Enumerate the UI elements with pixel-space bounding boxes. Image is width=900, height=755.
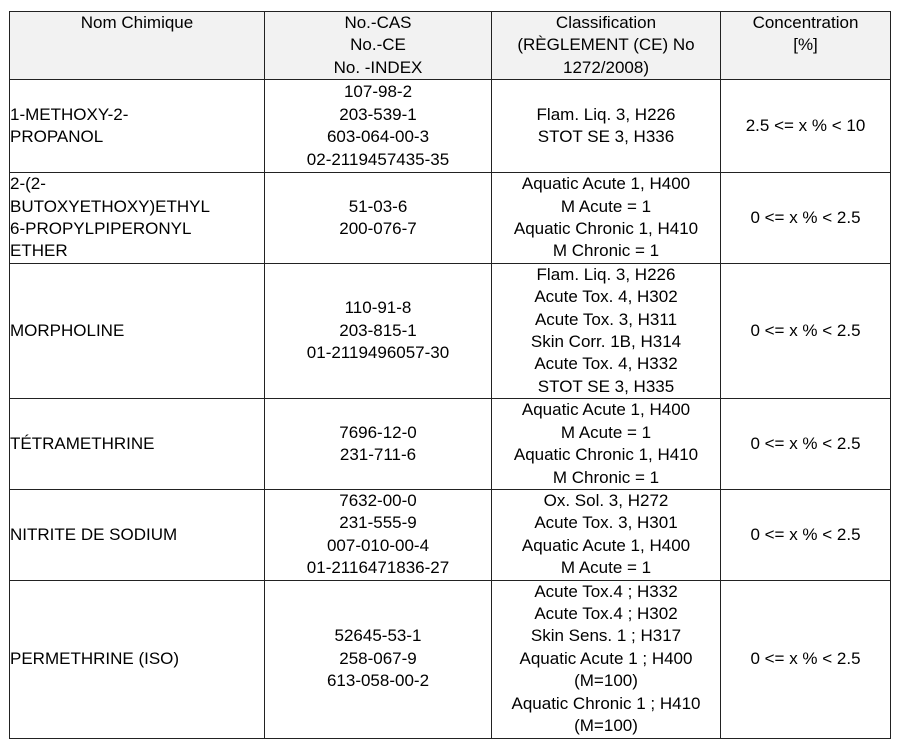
table-row [10,263,891,398]
cell-line: 007-010-00-4 [326,535,430,555]
chemical-name-cell [10,489,265,580]
cell-line: M Acute = 1 [560,196,652,216]
cell-line: 200-076-7 [339,219,417,239]
header-concentration [721,12,891,80]
cell-line: Skin Corr. 1B, H314 [530,332,682,352]
header-identifiers [265,12,492,80]
concentration-cell: 0 <= x % < 2.5 [721,399,891,490]
table-row [10,80,891,173]
table-body [10,80,891,738]
cell-line: 7632-00-0 [339,490,417,510]
cell-line: M Chronic = 1 [552,241,660,261]
header-line: Classification [555,13,657,32]
cell-line: M Acute = 1 [560,558,652,578]
table-header [10,12,891,80]
chemical-name-cell [10,580,265,738]
cell-line: 2-(2- [10,174,46,194]
cell-line: 1-METHOXY-2- [10,104,129,124]
cell-line: Aquatic Acute 1, H400 [521,535,691,555]
cell-line: Acute Tox. 4, H302 [534,287,678,307]
cell-line: Aquatic Chronic 1, H410 [513,219,699,239]
cell-line: 02-2119457435-35 [306,149,450,169]
concentration-cell: 0 <= x % < 2.5 [721,580,891,738]
cell-line: NITRITE DE SODIUM [10,524,178,544]
cell-line: 7696-12-0 [339,422,417,442]
cell-line: M Chronic = 1 [552,467,660,487]
cell-line: Aquatic Acute 1, H400 [521,174,691,194]
header-chemical-name [10,12,265,80]
header-classification [492,12,721,80]
header-line: Concentration [752,13,859,32]
classification-cell [492,489,721,580]
cell-line: 231-555-9 [339,513,417,533]
header-line: No.-CAS [344,13,412,32]
cell-line: 52645-53-1 [334,626,422,646]
cell-line: STOT SE 3, H335 [537,376,675,396]
cell-line: PROPANOL [10,127,104,147]
cell-line: Flam. Liq. 3, H226 [536,104,676,124]
cell-line: Skin Sens. 1 ; H317 [530,626,682,646]
cell-line: 203-539-1 [339,104,417,124]
cell-line: 258-067-9 [339,648,417,668]
classification-cell [492,263,721,398]
chemical-name-cell [10,263,265,398]
identifiers-cell [265,580,492,738]
identifiers-cell [265,173,492,264]
cell-line: 01-2116471836-27 [306,558,450,578]
cell-line: 01-2119496057-30 [306,343,450,363]
identifiers-cell [265,80,492,173]
chemical-name-cell [10,399,265,490]
cell-line: (M=100) [574,716,638,736]
cell-line: BUTOXYETHOXY)ETHYL [10,196,210,216]
header-row [10,12,891,80]
cell-line: Aquatic Chronic 1, H410 [513,445,699,465]
concentration-cell: 0 <= x % < 2.5 [721,263,891,398]
cell-line: 107-98-2 [343,82,413,102]
cell-line: 110-91-8 [344,298,412,318]
identifiers-cell [265,263,492,398]
cell-line: (M=100) [574,671,638,691]
header-line: No.-CE [350,35,406,55]
cell-line: STOT SE 3, H336 [537,127,675,147]
cell-line: 6-PROPYLPIPERONYL [10,219,192,239]
cell-line: Acute Tox. 4, H332 [534,354,678,374]
cell-line: Acute Tox. 3, H301 [534,513,678,533]
concentration-cell: 0 <= x % < 2.5 [721,173,891,264]
concentration-cell: 2.5 <= x % < 10 [721,80,891,173]
concentration-cell: 0 <= x % < 2.5 [721,489,891,580]
classification-cell [492,173,721,264]
cell-line: PERMETHRINE (ISO) [10,648,180,668]
classification-cell [492,399,721,490]
table-row [10,399,891,490]
header-line: (RÈGLEMENT (CE) No [517,35,695,55]
classification-cell [492,80,721,173]
classification-cell [492,580,721,738]
cell-line: Aquatic Chronic 1 ; H410 [511,693,701,713]
cell-line: Aquatic Acute 1, H400 [521,400,691,420]
header-line: 1272/2008) [562,57,650,77]
table-row [10,489,891,580]
cell-line: Acute Tox.4 ; H302 [534,604,678,624]
header-line: [%] [793,35,818,55]
identifiers-cell [265,399,492,490]
cell-line: Acute Tox.4 ; H332 [534,581,678,601]
cell-line: 231-711-6 [339,445,417,465]
identifiers-cell [265,489,492,580]
cell-line: TÉTRAMETHRINE [10,433,155,453]
cell-line: Acute Tox. 3, H311 [534,309,678,329]
cell-line: Aquatic Acute 1 ; H400 [519,648,693,668]
chemical-name-cell [10,173,265,264]
cell-line: M Acute = 1 [560,422,652,442]
cell-line: 203-815-1 [339,320,417,340]
cell-line: MORPHOLINE [10,320,125,340]
cell-line: 51-03-6 [348,196,408,216]
table-row [10,173,891,264]
cell-line: ETHER [10,241,68,261]
cell-line: 603-064-00-3 [326,127,430,147]
table-row [10,580,891,738]
cell-line: Ox. Sol. 3, H272 [543,490,669,510]
cell-line: 613-058-00-2 [326,671,430,691]
cell-line: Flam. Liq. 3, H226 [536,264,676,284]
hazardous-ingredients-table [9,11,891,739]
header-line: Nom Chimique [80,13,194,32]
header-line: No. -INDEX [333,57,423,77]
chemical-name-cell [10,80,265,173]
